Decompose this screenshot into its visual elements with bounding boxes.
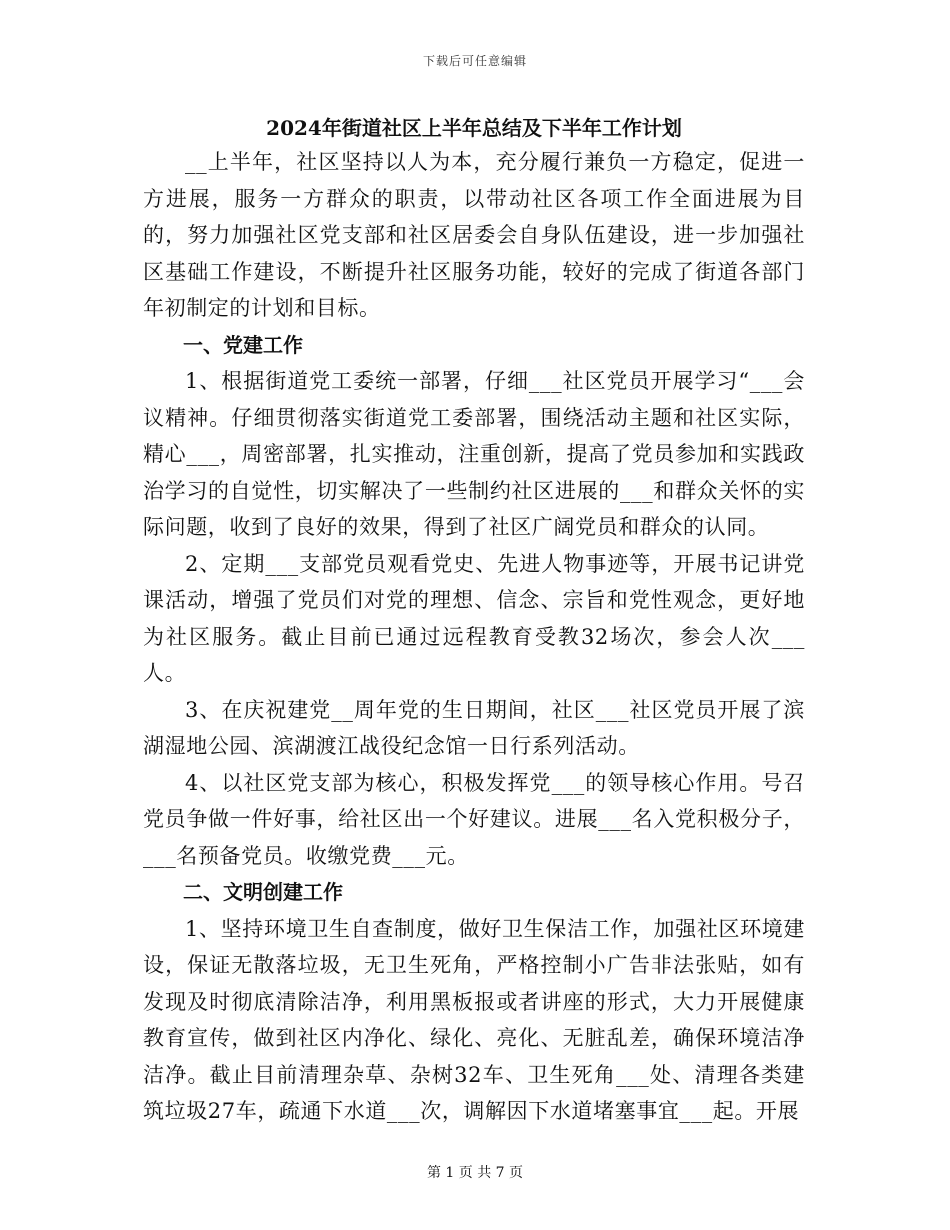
party-building-item-2: 2、定期___支部党员观看党史、先进人物事迹等，开展书记讲党课活动，增强了党员们对党的理想、信念、宗旨和党性观念，更好地为社区服务。截止目前已通过远程教育受教32场次，参会人次___人。 — [143, 551, 805, 685]
document-title: 2024年街道社区上半年总结及下半年工作计划 — [266, 116, 682, 140]
party-building-item-4: 4、以社区党支部为核心，积极发挥党___的领导核心作用。号召党员争做一件好事，给社区出一个好建议。进展___名入党积极分子，___名预备党员。收缴党费___元。 — [143, 770, 805, 868]
section-heading-party-building: 一、党建工作 — [183, 332, 303, 357]
party-building-item-3: 3、在庆祝建党__周年党的生日期间，社区___社区党员开展了滨湖湿地公园、滨湖渡江战役纪念馆一日行系列活动。 — [143, 697, 805, 758]
document-body — [143, 112, 805, 1130]
party-building-item-1: 1、根据街道党工委统一部署，仔细___社区党员开展学习“___会议精神。仔细贯彻落实街道党工委部署，围绕活动主题和社区实际，精心___，周密部署，扎实推动，注重创新，提高了党员参加和实践政治学习的自觉性，切实解决了一些制约社区进展的___和群众关怀的实际问题，收到了良好的效果，得到了社区广阔党员和群众的认同。 — [143, 369, 805, 539]
page-header-note: 下载后可任意编辑 — [422, 54, 527, 68]
page-number-footer: 第 1 页 共 7 页 — [426, 1165, 524, 1181]
intro-paragraph: __上半年，社区坚持以人为本，充分履行兼负一方稳定，促进一方进展，服务一方群众的职责，以带动社区各项工作全面进展为目的，努力加强社区党支部和社区居委会自身队伍建设，进一步加强社区基础工作建设，不断提升社区服务功能，较好的完成了街道各部门年初制定的计划和目标。 — [143, 150, 805, 320]
section-heading-civilization: 二、文明创建工作 — [183, 880, 343, 904]
civilization-item-1: 1、坚持环境卫生自查制度，做好卫生保洁工作，加强社区环境建设，保证无散落垃圾，无卫生死角，严格控制小广告非法张贴，如有发现及时彻底清除洁净，利用黑板报或者讲座的形式，大力开展健康教育宣传，做到社区内净化、绿化、亮化、无脏乱差，确保环境洁净洁净。截止目前清理杂草、杂树32车、卫生死角___处、清理各类建筑垃圾27车，疏通下水道___次，调解因下水道堵塞事宜___起。开展 — [143, 916, 805, 1123]
